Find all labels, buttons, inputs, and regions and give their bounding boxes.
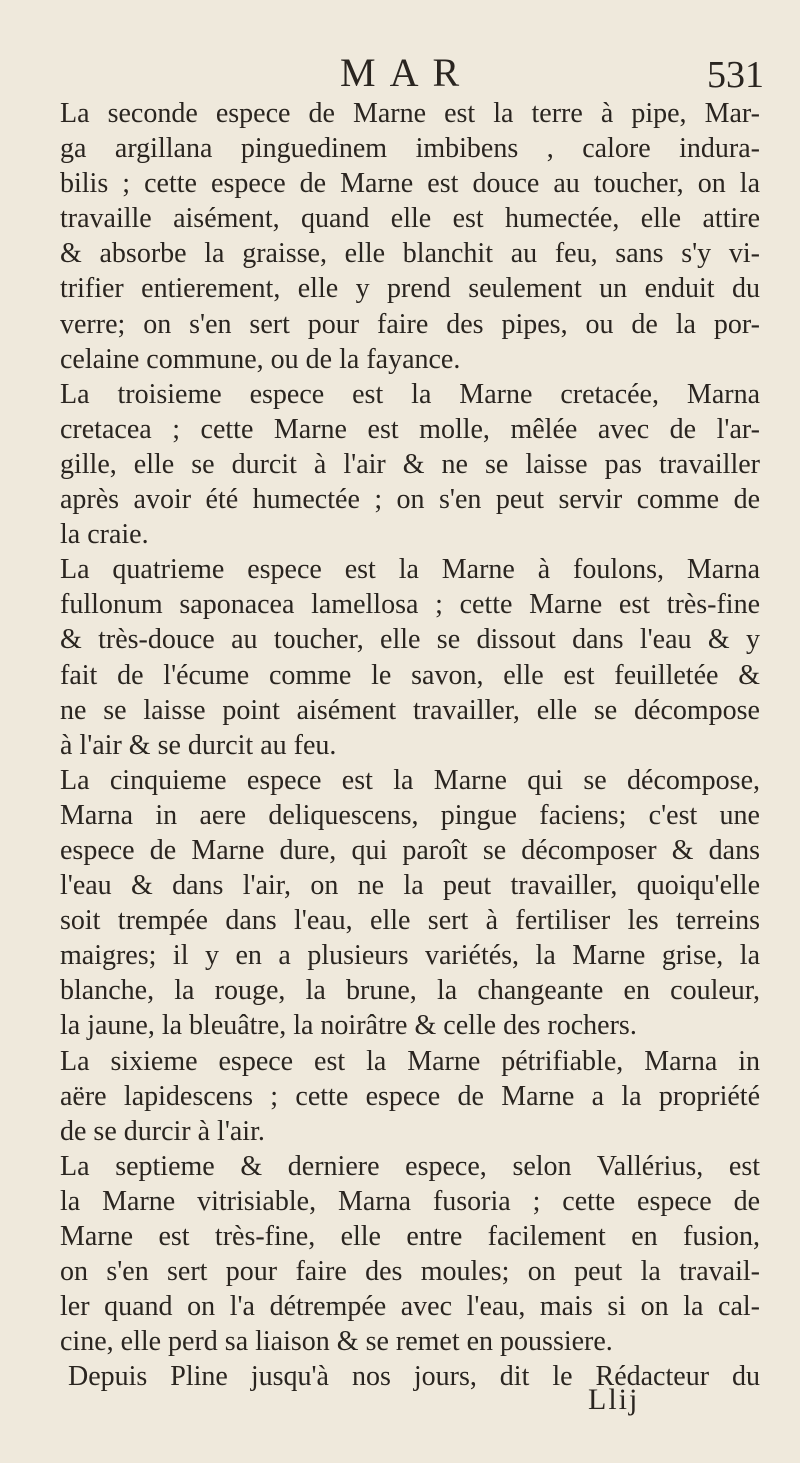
text-line: ler quand on l'a détrempée avec l'eau, mais si on la cal-	[60, 1291, 760, 1323]
text-line: & absorbe la graisse, elle blanchit au feu, sans s'y vi-	[60, 238, 760, 270]
text-line: La quatrieme espece est la Marne à foulons, Marna	[60, 554, 760, 586]
page-header	[0, 48, 800, 98]
text-line: gille, elle se durcit à l'air & ne se laisse pas travailler	[60, 448, 760, 480]
running-head: MAR	[340, 50, 474, 95]
text-line: cretacea ; cette Marne est molle, mêlée avec de l'ar-	[60, 413, 760, 445]
text-line: trifier entierement, elle y prend seulement un enduit du	[60, 273, 760, 305]
text-line: espece de Marne dure, qui paroît se décomposer & dans	[60, 834, 760, 866]
paragraph	[60, 1359, 760, 1394]
text-line: à l'air & se durcit au feu.	[60, 729, 337, 761]
text-line: La cinquieme espece est la Marne qui se décompose,	[60, 764, 760, 796]
text-line: La troisieme espece est la Marne cretacée, Marna	[60, 378, 760, 410]
paragraph	[60, 763, 760, 1044]
paragraph	[60, 1044, 760, 1149]
text-line: travaille aisément, quand elle est humectée, elle attire	[60, 203, 760, 235]
paragraph	[60, 1149, 760, 1360]
text-line: ga argillana pinguedinem imbibens , calore indura-	[60, 133, 760, 165]
text-line: Marne est très-fine, elle entre facilement en fusion,	[60, 1221, 760, 1252]
text-line: la craie.	[60, 519, 149, 551]
paragraph	[60, 96, 760, 377]
text-line: ne se laisse point aisément travailler, elle se décompose	[60, 694, 760, 726]
text-line: après avoir été humectée ; on s'en peut servir comme de	[60, 484, 760, 516]
paragraph	[60, 552, 760, 763]
text-line: maigres; il y en a plusieurs variétés, la Marne grise, la	[60, 940, 760, 972]
text-line: La septieme & derniere espece, selon Vallérius, est	[60, 1150, 760, 1182]
text-line: on s'en sert pour faire des moules; on peut la travail-	[60, 1256, 760, 1288]
text-line: La seconde espece de Marne est la terre à pipe, Mar-	[60, 98, 760, 129]
paragraph	[60, 377, 760, 552]
text-line: la Marne vitrisiable, Marna fusoria ; cette espece de	[60, 1185, 760, 1217]
text-line: cine, elle perd sa liaison & se remet en poussiere.	[60, 1326, 613, 1358]
text-line: l'eau & dans l'air, on ne la peut travailler, quoiqu'elle	[60, 870, 760, 902]
text-line: Marna in aere deliquescens, pingue faciens; c'est une	[60, 799, 760, 831]
text-line: La sixieme espece est la Marne pétrifiable, Marna in	[60, 1045, 760, 1077]
signature-mark: Llij	[588, 1383, 640, 1416]
text-line: fullonum saponacea lamellosa ; cette Marne est très-fine	[60, 589, 760, 621]
text-line: la jaune, la bleuâtre, la noirâtre & celle des rochers.	[60, 1010, 637, 1042]
page-number: 531	[707, 54, 764, 96]
text-line: Depuis Pline jusqu'à nos jours, dit le Rédacteur du	[68, 1361, 760, 1393]
text-line: celaine commune, ou de la fayance.	[60, 343, 461, 375]
text-line: soit trempée dans l'eau, elle sert à fertiliser les terreins	[60, 905, 760, 937]
text-line: fait de l'écume comme le savon, elle est feuilletée &	[60, 659, 760, 691]
text-line: verre; on s'en sert pour faire des pipes, ou de la por-	[60, 308, 760, 340]
text-line: de se durcir à l'air.	[60, 1115, 265, 1147]
text-line: bilis ; cette espece de Marne est douce au toucher, on la	[60, 168, 760, 200]
text-line: & très-douce au toucher, elle se dissout dans l'eau & y	[60, 624, 760, 656]
text-line: aëre lapidescens ; cette espece de Marne a la propriété	[60, 1080, 760, 1112]
text-line: blanche, la rouge, la brune, la changeante en couleur,	[60, 975, 760, 1007]
body-text	[60, 96, 760, 1394]
